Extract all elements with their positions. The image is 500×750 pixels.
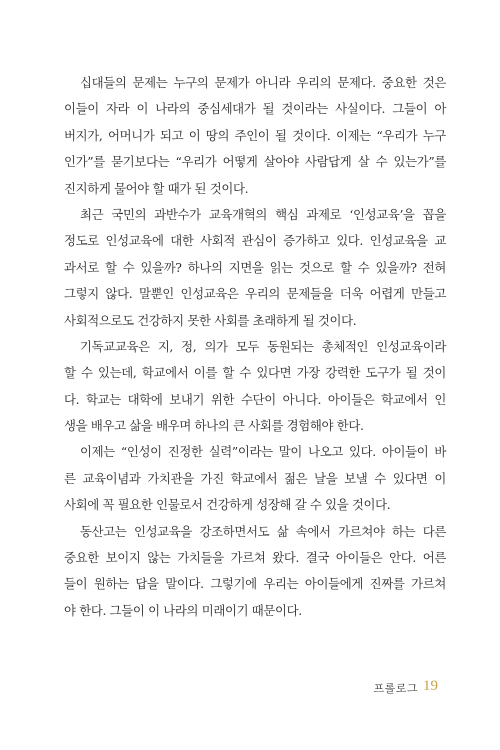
page-number: 19 [423,678,438,694]
paragraph-5-line-2: 중요한 보이지 않는 가치들을 가르쳐 왔다. 결국 아이들은 안다. 어른 [64,550,446,566]
paragraph-2-line-1: 최근 국민의 과반수가 교육개혁의 핵심 과제로 ‘인성교육’을 꼽을 [80,206,446,222]
paragraph-5-line-3: 들이 원하는 답을 말이다. 그렇기에 우리는 아이들에게 진짜를 가르쳐 [64,576,446,592]
paragraph-3-line-2: 할 수 있는데, 학교에서 이를 할 수 있다면 가장 강력한 도구가 될 것이 [64,365,446,381]
paragraph-2-line-2: 정도로 인성교육에 대한 사회적 관심이 증가하고 있다. 인성교육을 교 [64,233,446,249]
page-footer [0,678,500,698]
body-text [64,70,446,624]
paragraph-3-line-3: 다. 학교는 대학에 보내기 위한 수단이 아니다. 아이들은 학교에서 인 [64,391,446,407]
paragraph-5-line-4: 야 한다. 그들이 이 나라의 미래이기 때문이다. [64,602,302,618]
paragraph-4-line-3: 사회에 꼭 필요한 인물로서 건강하게 성장해 갈 수 있을 것이다. [64,497,391,513]
paragraph-1-line-3: 버지가, 어머니가 되고 이 땅의 주인이 될 것이다. 이제는 “우리가 누구 [64,127,446,143]
paragraph-2-line-3: 과서로 할 수 있을까? 하나의 지면을 읽는 것으로 할 수 있을까? 전혀 [64,259,446,275]
paragraph-1-line-2: 이들이 자라 이 나라의 중심세대가 될 것이라는 사실이다. 그들이 아 [64,101,446,117]
paragraph-5-line-1: 동산고는 인성교육을 강조하면서도 삶 속에서 가르쳐야 하는 다른 [80,523,446,539]
running-head: 프롤로그 [373,682,418,695]
paragraph-3-line-1: 기독교교육은 지, 정, 의가 모두 동원되는 총체적인 인성교육이라 [80,338,446,354]
paragraph-4-line-2: 른 교육이념과 가치관을 가진 학교에서 젊은 날을 보낼 수 있다면 이 [64,470,446,486]
paragraph-1-line-1: 십대들의 문제는 누구의 문제가 아니라 우리의 문제다. 중요한 것은 [80,75,446,90]
paragraph-1-line-4: 인가”를 묻기보다는 “우리가 어떻게 살아야 사람답게 살 수 있는가”를 [64,154,446,170]
paragraph-2-line-4: 그렇지 않다. 말뿐인 인성교육은 우리의 문제들을 더욱 어렵게 만들고 [64,286,446,302]
paragraph-1-line-5: 진지하게 물어야 할 때가 된 것이다. [64,180,249,196]
paragraph-4-line-1: 이제는 “인성이 진정한 실력”이라는 말이 나오고 있다. 아이들이 바 [80,444,446,460]
paragraph-2-line-5: 사회적으로도 건강하지 못한 사회를 초래하게 될 것이다. [64,312,357,328]
paragraph-3-line-4: 생을 배우고 삶을 배우며 하나의 큰 사회를 경험해야 한다. [64,418,364,434]
